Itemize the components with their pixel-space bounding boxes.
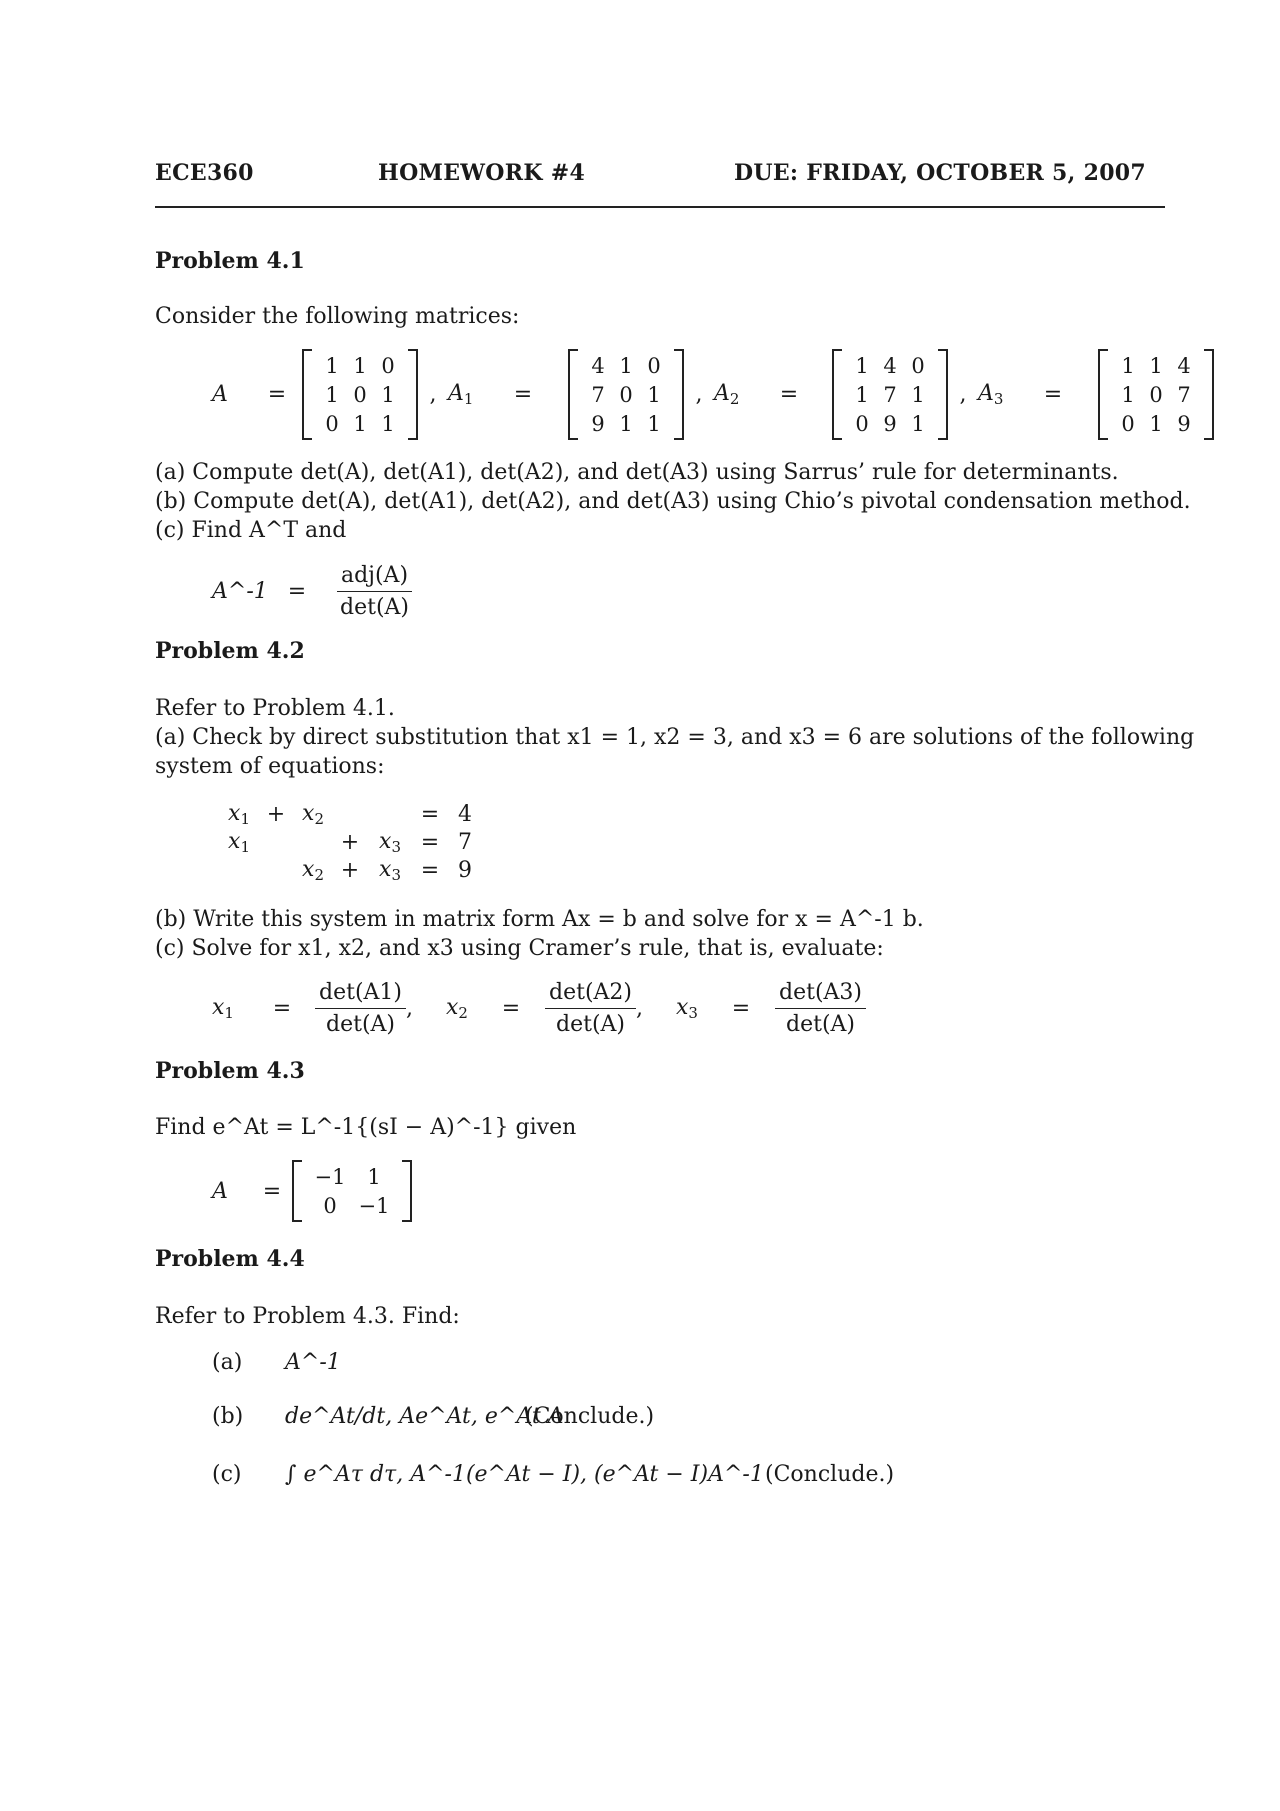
problem-4-3-title: Problem 4.3 bbox=[155, 1058, 305, 1084]
p41-part-a: (a) Compute det(A), det(A1), det(A2), and det(A3) using Sarrus’ rule for determinants. bbox=[155, 460, 1119, 485]
problem-4-2-title: Problem 4.2 bbox=[155, 638, 305, 664]
p44-expr-c: ∫ e^Aτ dτ, A^-1(e^At − I), (e^At − I)A^-1 bbox=[285, 1462, 764, 1487]
p44-label-b: (b) bbox=[212, 1404, 244, 1429]
p43-find: Find e^At = L^-1{(sI − A)^-1} given bbox=[155, 1115, 577, 1140]
p44-expr-b: de^At/dt, Ae^At, e^At A bbox=[285, 1404, 564, 1429]
p41-part-c: (c) Find A^T and bbox=[155, 518, 347, 543]
p42-part-a: (a) Check by direct substitution that x1 = 1, x2 = 3, and x3 = 6 are solutions of the following bbox=[155, 725, 1195, 750]
p44-intro: Refer to Problem 4.3. Find: bbox=[155, 1304, 460, 1329]
p44-label-c: (c) bbox=[212, 1462, 242, 1487]
cramer-rule: $x_1$ = $\frac{\det(A1)}{\det(A)}$ , $x_2$ = $\frac{\det(A2)}{\det(A)}$ , $x_3$ = $\frac{\det(A3)}{\det(A)}$ bbox=[212, 980, 866, 1037]
matrix-A1-label: $A_1$ bbox=[448, 381, 474, 408]
matrix-A-label: A bbox=[212, 382, 228, 407]
p41-intro: Consider the following matrices: bbox=[155, 304, 520, 329]
p42-part-c: (c) Solve for x1, x2, and x3 using Cramer’s rule, that is, evaluate: bbox=[155, 936, 884, 961]
matrix-A2: 1 4 0 1 7 1 0 9 1 bbox=[832, 349, 948, 440]
matrix-A3: 1 1 4 1 0 7 0 1 9 bbox=[1098, 349, 1214, 440]
matrix-A1: 4 1 0 7 0 1 9 1 1 bbox=[568, 349, 684, 440]
p42-part-a-cont: system of equations: bbox=[155, 754, 385, 779]
p44-label-a: (a) bbox=[212, 1350, 243, 1375]
p41-matrices: A = 1 1 0 1 0 1 0 1 1 , $A_1$ = 4 1 0 7 0 1 9 1 1 , $A_2$ = 1 4 0 1 7 1 0 9 1 , $A_3$ = 1 1 4 1 0 7 0 1 9 bbox=[212, 349, 1214, 440]
p44-expr-a: A^-1 bbox=[285, 1350, 341, 1375]
problem-4-1-title: Problem 4.1 bbox=[155, 248, 305, 274]
matrix-A-2x2: −1 1 0 −1 bbox=[292, 1160, 412, 1222]
problem-4-4-title: Problem 4.4 bbox=[155, 1246, 305, 1272]
p42-line1: Refer to Problem 4.1. bbox=[155, 696, 395, 721]
matrix-A: 1 1 0 1 0 1 0 1 1 bbox=[302, 349, 418, 440]
inverse-numerator: adj(A) bbox=[337, 563, 412, 592]
p42-part-b: (b) Write this system in matrix form Ax = b and solve for x = A^-1 b. bbox=[155, 907, 924, 932]
homework-title: HOMEWORK #4 bbox=[378, 160, 586, 186]
p41-part-b: (b) Compute det(A), det(A1), det(A2), and det(A3) using Chio’s pivotal condensation method. bbox=[155, 489, 1191, 514]
equation-system: $x_1$ + $x_2$ = 4 $x_1$ + $x_3$ = 7 $x_2$ + $x_3$ = 9 bbox=[228, 800, 472, 884]
inverse-denominator: det(A) bbox=[340, 595, 409, 620]
p43-matrix-def: A = −1 1 0 −1 bbox=[212, 1160, 412, 1222]
course-code: ECE360 bbox=[155, 160, 254, 186]
p44-conclude-b: (Conclude.) bbox=[525, 1404, 655, 1429]
matrix-A3-label: $A_3$ bbox=[978, 381, 1004, 408]
header-rule bbox=[155, 206, 1165, 208]
matrix-A2-label: $A_2$ bbox=[714, 381, 740, 408]
inverse-formula: A^-1 = $\frac{\text{adj(A)}}{\det(A)}$ bbox=[212, 563, 413, 620]
p44-conclude-c: (Conclude.) bbox=[765, 1462, 895, 1487]
due-date: DUE: FRIDAY, OCTOBER 5, 2007 bbox=[734, 160, 1147, 186]
